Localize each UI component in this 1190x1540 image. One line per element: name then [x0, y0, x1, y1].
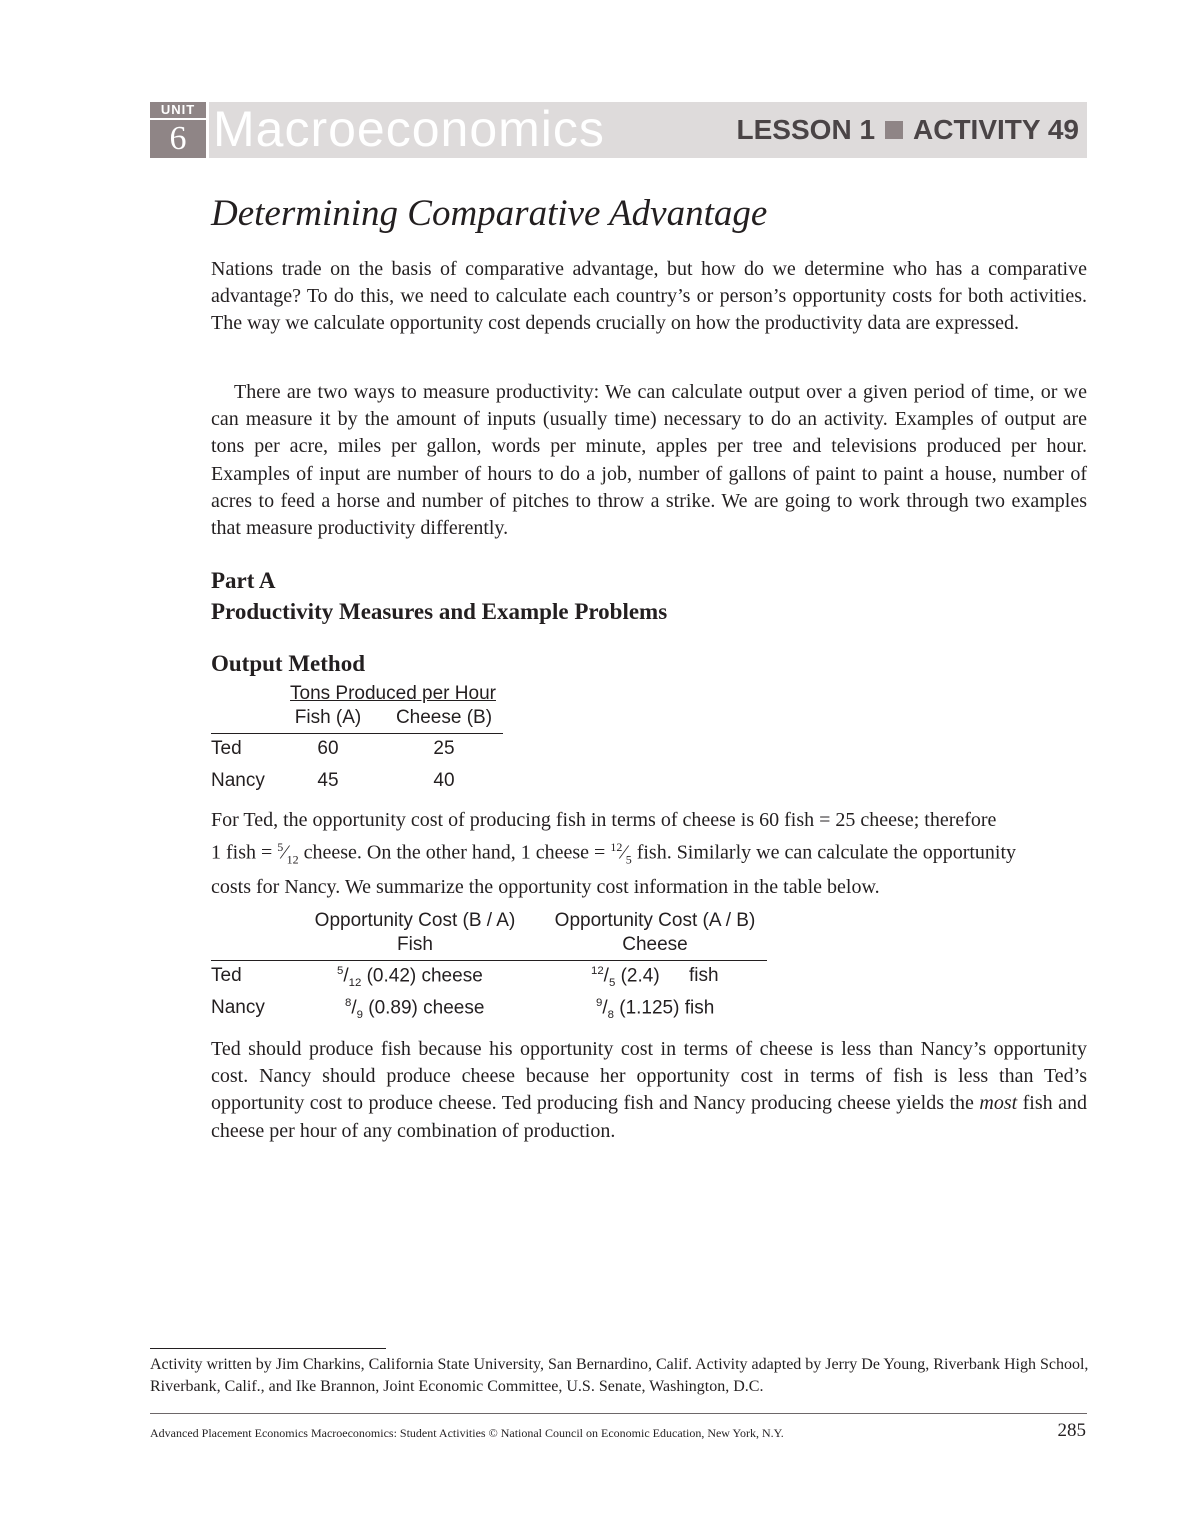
intro-text-1: Nations trade on the basis of comparative advantage, but how do we determine who has a comparative advantage? To do this, we need to calculate each country’s or person’s opportunity costs for both activities. The way we calculate opportunity cost depends crucially on how the productivity data are expressed. [211, 258, 1087, 335]
emphasis-most: most [979, 1092, 1018, 1115]
unit-word: UNIT [160, 102, 196, 117]
explanation-line-2: 1 fish = $^5⁄_{12}$ cheese. On the other hand, 1 cheese = $^{12}⁄_5$ fish. Similarly we can calculate the opportunity [211, 840, 1017, 867]
oc-cell-nancy-cheese: $^9/_8$ (1.125) fish [596, 997, 715, 1022]
part-heading: Productivity Measures and Example Problems [211, 599, 668, 624]
opportunity-cost-table [211, 910, 767, 1025]
productivity-table [211, 683, 503, 795]
lesson-activity [737, 92, 1079, 168]
unit-badge [150, 102, 206, 158]
intro-text-2: There are two ways to measure productivity: We can calculate output over a given period of time, or we can measure it by the amount of inputs (usually time) necessary to do an activity. Examples of output are tons per acre, miles per gallon, words per minute, apples per tree and televisions produced per hour. Examples of input are number of hours to do a job, number of gallons of paint to paint a house, number of acres to feed a horse and number of pitches to throw a strike. We are going to work through two examples that measure productivity differently. [211, 381, 1087, 540]
oc-col1-header: Opportunity Cost (B / A) [314, 910, 516, 931]
oc-col1-sub: Fish [397, 934, 433, 955]
oc-cell-ted-cheese: $^{12}/_5$ (2.4) [591, 965, 660, 990]
oc-cell-ted-unit: fish [689, 965, 719, 986]
part-label: Part A [211, 568, 276, 593]
lesson-label: LESSON 1 [736, 114, 876, 145]
table-rule [211, 733, 503, 734]
oc-cell-ted-fish: $^5/_{12}$ (0.42) cheese [337, 965, 483, 990]
oc-cell-nancy-fish: $^8/_9$ (0.89) cheese [345, 997, 485, 1022]
unit-number: 6 [169, 120, 187, 157]
output-method-heading: Output Method [211, 651, 365, 676]
explanation-line-3: costs for Nancy. We summarize the opportunity cost information in the table below. [211, 876, 880, 899]
row-label-nancy: Nancy [211, 770, 265, 791]
oc-col2-header: Opportunity Cost (A / B) [554, 910, 756, 931]
intro-paragraph-1 [211, 256, 1087, 338]
intro-paragraph-2 [211, 379, 1087, 542]
page-number: 285 [1057, 1420, 1086, 1441]
cell-ted-cheese: 25 [433, 738, 455, 759]
footnote-rule [150, 1348, 386, 1349]
table-group-header: Tons Produced per Hour [290, 683, 496, 704]
oc-col2-sub: Cheese [622, 934, 688, 955]
activity-label: ACTIVITY 49 [913, 114, 1079, 145]
cell-nancy-fish: 45 [317, 770, 339, 791]
column-header-fish: Fish (A) [294, 707, 362, 728]
table-rule [211, 960, 767, 961]
footer-rule [150, 1413, 1087, 1414]
oc-row-label-ted: Ted [211, 965, 242, 986]
oc-row-label-nancy: Nancy [211, 997, 265, 1018]
copyright-notice: Advanced Placement Economics Macroeconomics: Student Activities © National Council on Economic Education, New York, N.Y. [150, 1426, 784, 1440]
square-bullet-icon [885, 121, 903, 139]
cell-nancy-cheese: 40 [433, 770, 455, 791]
header-band [209, 102, 1087, 158]
footnote: Activity written by Jim Charkins, California State University, San Bernardino, Calif. Activity adapted by Jerry De Young, Riverbank High School, Riverbank, Calif., and Ike Brannon, Joint Economic Committee, U.S. Senate, Washington, D.C. [150, 1356, 1089, 1395]
subject-title: Macroeconomics [213, 101, 605, 157]
explanation-line-1: For Ted, the opportunity cost of producing fish in terms of cheese is 60 fish = 25 cheese; therefore [211, 809, 997, 831]
explanation-paragraph [211, 807, 1087, 901]
page-title: Determining Comparative Advantage [211, 193, 768, 234]
row-label-ted: Ted [211, 738, 242, 759]
cell-ted-fish: 60 [317, 738, 339, 759]
conclusion-paragraph: Ted should produce fish because his opportunity cost in terms of cheese is less than Nancy’s opportunity cost. Nancy should produce cheese because her opportunity cost in terms of fish is less than Ted’s opportunity cost to produce cheese. Ted producing fish and Nancy producing cheese yields the most fish and cheese per hour of any combination of production. [211, 1038, 1087, 1142]
column-header-cheese: Cheese (B) [395, 707, 493, 728]
